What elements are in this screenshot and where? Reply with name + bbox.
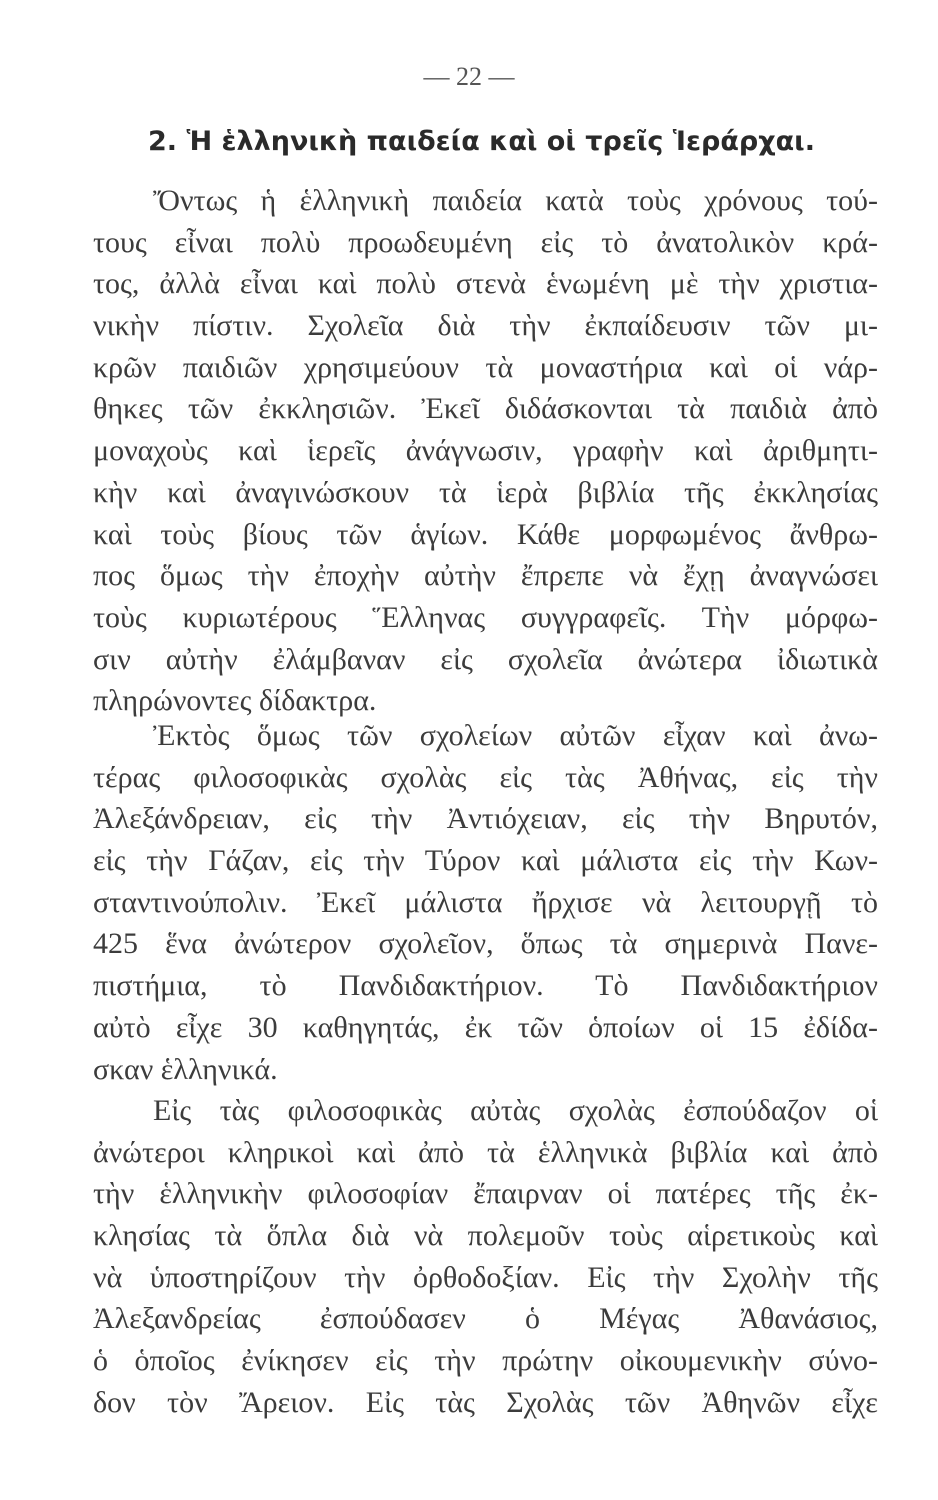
text-line: Ἐκτὸς ὅμως τῶν σχολείων αὐτῶν εἶχαν καὶ ἀνω- [153,719,878,752]
text-line: Ἀλεξανδρείας ἐσπούδασεν ὁ Μέγας Ἀθανάσιος, [93,1302,878,1336]
text-line: δον τὸν Ἄρειον. Εἰς τὰς Σχολὰς τῶν Ἀθηνῶν εἶχε [93,1385,878,1419]
text-line: 425 ἕνα ἀνώτερον σχολεῖον, ὅπως τὰ σημερινὰ Πανε- [93,927,878,961]
text-line: θηκες τῶν ἐκκλησιῶν. Ἐκεῖ διδάσκονται τὰ παιδιὰ ἀπὸ [93,392,878,426]
text-line: τος, ἀλλὰ εἶναι καὶ πολὺ στενὰ ἑνωμένη μὲ τὴν χριστια- [93,267,878,301]
text-line: τὴν ἑλληνικὴν φιλοσοφίαν ἔπαιρναν οἱ πατέρες τῆς ἐκ- [93,1177,878,1211]
text-line: κλησίας τὰ ὅπλα διὰ νὰ πολεμοῦν τοὺς αἱρετικοὺς καὶ [93,1219,878,1253]
text-line: αὐτὸ εἶχε 30 καθηγητάς, ἐκ τῶν ὁποίων οἱ 15 ἐδίδα- [93,1010,878,1044]
text-line: καὶ τοὺς βίους τῶν ἁγίων. Κάθε μορφωμένος ἄνθρω- [93,517,878,551]
text-line: ὁ ὁποῖος ἐνίκησεν εἰς τὴν πρώτην οἰκουμενικὴν σύνο- [93,1344,878,1378]
text-line: μοναχοὺς καὶ ἱερεῖς ἀνάγνωσιν, γραφὴν καὶ ἀριθμητι- [93,434,878,468]
text-line: νὰ ὑποστηρίζουν τὴν ὀρθοδοξίαν. Εἰς τὴν Σχολὴν τῆς [93,1260,878,1294]
text-line: Ἀλεξάνδρειαν, εἰς τὴν Ἀντιόχειαν, εἰς τὴν Βηρυτόν, [93,802,878,836]
text-line: σιν αὐτὴν ἐλάμβαναν εἰς σχολεῖα ἀνώτερα ἰδιωτικὰ [93,642,878,676]
text-line: πληρώνοντες δίδακτρα. [93,684,377,718]
page-number: — 22 — [423,62,515,91]
text-line: εἰς τὴν Γάζαν, εἰς τὴν Τύρον καὶ μάλιστα εἰς τὴν Κων- [93,844,878,878]
text-line: κὴν καὶ ἀναγινώσκουν τὰ ἱερὰ βιβλία τῆς ἐκκλησίας [93,475,878,509]
text-line: πιστήμια, τὸ Πανδιδακτήριον. Τὸ Πανδιδακτήριον [93,969,878,1003]
text-line: τέρας φιλοσοφικὰς σχολὰς εἰς τὰς Ἀθήνας, εἰς τὴν [93,760,878,794]
text-line: κρῶν παιδιῶν χρησιμεύουν τὰ μοναστήρια καὶ οἱ νάρ- [93,350,878,384]
text-line: ἀνώτεροι κληρικοὶ καὶ ἀπὸ τὰ ἑλληνικὰ βιβλία καὶ ἀπὸ [93,1135,878,1169]
text-line: σκαν ἑλληνικά. [93,1052,278,1086]
text-line: Ὄντως ἡ ἑλληνικὴ παιδεία κατὰ τοὺς χρόνους τού- [153,184,878,217]
paragraph-3 [93,1090,878,1424]
paragraph-2 [93,715,878,1090]
paragraph-1 [93,180,878,722]
section-heading: 2. Ἡ ἑλληνικὴ παιδεία καὶ οἱ τρεῖς Ἱεράρχαι. [148,126,815,157]
text-line: Εἰς τὰς φιλοσοφικὰς αὐτὰς σχολὰς ἐσπούδαζον οἱ [153,1094,878,1127]
text-line: νικὴν πίστιν. Σχολεῖα διὰ τὴν ἐκπαίδευσιν τῶν μι- [93,309,878,343]
text-line: τους εἶναι πολὺ προωδευμένη εἰς τὸ ἀνατολικὸν κρά- [93,225,878,259]
text-line: πος ὅμως τὴν ἐποχὴν αὐτὴν ἔπρεπε νὰ ἔχῃ ἀναγνώσει [93,559,878,593]
text-line: τοὺς κυριωτέρους Ἕλληνας συγγραφεῖς. Τὴν μόρφω- [93,600,878,634]
text-line: σταντινούπολιν. Ἐκεῖ μάλιστα ἤρχισε νὰ λειτουργῇ τὸ [93,885,878,919]
